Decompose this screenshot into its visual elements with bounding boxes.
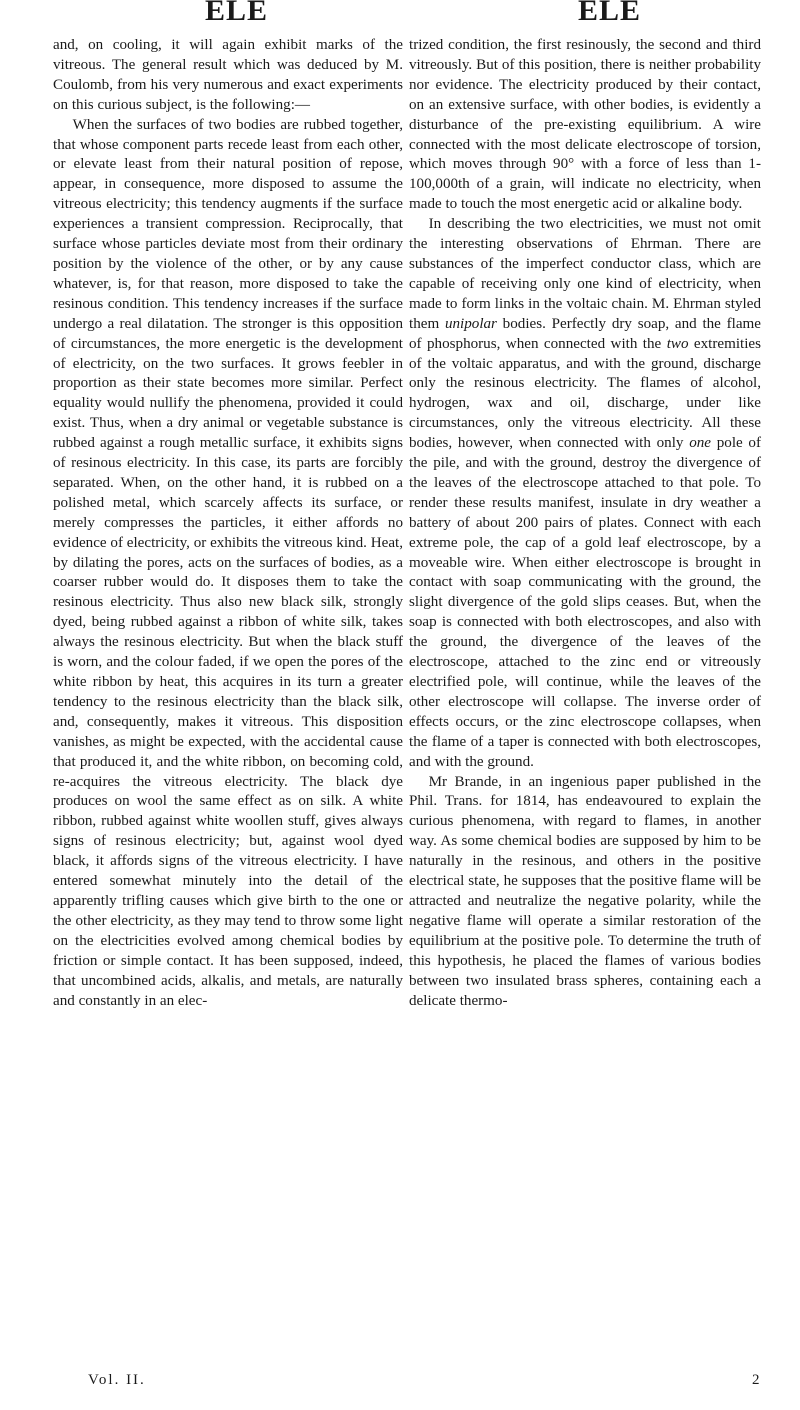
italic-term: two [666,335,689,352]
running-header [0,0,800,30]
right-column [409,36,761,1011]
text-run: In describing the two electricities, we must not omit the interesting observations of Ehrman. There are substances of the imperfect conductor class, which are capable of receiving only one kind of electricity, when made to form links in the voltaic chain. M. Ehrman styled them [409,216,761,332]
paragraph-ehrman [409,215,761,772]
running-head-right: ELE [578,0,642,27]
left-column [53,36,403,1011]
italic-term: one [689,435,711,452]
text-run: bodies. Perfectly dry soap, and the flame of phosphorus, when connected with the [409,315,761,352]
text-run: extremities of the voltaic apparatus, and with the ground, discharge only the resinous electricity. The flames of alcohol, hydrogen, wax and oil, discharge, under like circumstances, only the vitreous electricity. All these bodies, however, when connected with only [409,335,761,452]
page-footer [0,1372,800,1396]
running-head-left: ELE [205,0,269,27]
text-run: pole of the pile, and with the ground, destroy the divergence of the leaves of the electroscope attached to that pole. To render these results manifest, insulate in dry weather a battery of about 200 pairs of plates. Connect with each extreme pole, the cap of a gold leaf electroscope, by a moveable wire. When either electroscope is brought in contact with soap communicating with the ground, the slight divergence of the gold slips ceases. But, when the soap is connected with both electroscopes, and also with the ground, the divergence of the leaves of the electroscope, attached to the zinc end or vitreously electrified pole, will continue, while the leaves of the other electroscope will collapse. The inverse order of effects occurs, or the zinc electroscope collapses, when the flame of a taper is connected with both electroscopes, and with the ground. [409,435,762,770]
paragraph: and, on cooling, it will again exhibit marks of the vitreous. The general result which was deduced by M. Coulomb, from his very numerous and exact experiments on this curious subject, is the following:— [53,37,403,113]
volume-mark: Vol. II. [88,1372,146,1388]
paragraph: When the surfaces of two bodies are rubbed together, that whose component parts recede least from each other, or elevate least from their natural position of repose, appear, in consequence, more disposed to assume the vitreous electricity; this tendency augments if the surface experiences a transient compression. Reciprocally, that surface whose particles deviate most from their ordinary position by the violence of the other, or by any cause whatever, is, for that reason, more disposed to take the resinous condition. This tendency increases if the surface undergo a real dilatation. The stronger is this opposition of circumstances, the more energetic is the development of electricity, on the two surfaces. It grows feebler in proportion as their state becomes more similar. Perfect equality would nullify the phenomena, provided it could exist. Thus, when a dry animal or vegetable substance is rubbed against a rough metallic surface, it exhibits signs of resinous electricity. In this case, its parts are forcibly separated. When, on the other hand, it is rubbed on a polished metal, which scarcely affects its surface, or merely compresses the particles, it either affords no evidence of electricity, or exhibits the vitreous kind. Heat, by dilating the pores, acts on the surfaces of bodies, as a coarser rubber would do. It disposes them to take the resinous electricity. Thus also new black silk, strongly dyed, being rubbed against a ribbon of white silk, takes always the resinous electricity. But when the black stuff is worn, and the colour faded, if we open the pores of the white ribbon by heat, this acquires in its turn a greater tendency to the resinous electricity than the black silk, and, consequently, makes it vitreous. This disposition vanishes, as might be expected, with the accidental cause that produced it, and the white ribbon, on becoming cold, re-acquires the vitreous electricity. The black dye produces on wool the same effect as on silk. A white ribbon, rubbed against white woollen stuff, gives always signs of resinous electricity; but, against wool dyed black, it affords signs of the vitreous electricity. I have entered somewhat minutely into the detail of the apparently trifling causes which give birth to the one or the other electricity, as they may tend to throw some light on the electricities evolved among chemical bodies by friction or simple contact. It has been supposed, indeed, that uncombined acids, alkalis, and metals, are naturally and constantly in an elec- [53,116,403,1009]
paragraph: Mr Brande, in an ingenious paper published in the Phil. Trans. for 1814, has endeavoured to explain the curious phenomena, with regard to flames, in another way. As some chemical bodies are supposed by him to be naturally in the resinous, and others in the positive electrical state, he supposes that the positive flame will be attracted and neutralize the negative polarity, while the negative flame will operate a similar restoration of the equilibrium at the positive pole. To determine the truth of this hypothesis, he placed the flames of various bodies between two insulated brass spheres, containing each a delicate thermo- [409,773,761,1009]
italic-term: unipolar [444,315,497,332]
paragraph: trized condition, the first resinously, the second and third vitreously. But of this position, there is neither probability nor evidence. The electricity produced by their contact, on an extensive surface, with other bodies, is evidently a disturbance of the pre-existing equilibrium. A wire connected with the most delicate electroscope of torsion, which moves through 90° with a force of less than 1-100,000th of a grain, will indicate no electricity, when made to touch the most energetic acid or alkaline body. [409,37,761,213]
signature-mark: 2 [752,1372,760,1388]
